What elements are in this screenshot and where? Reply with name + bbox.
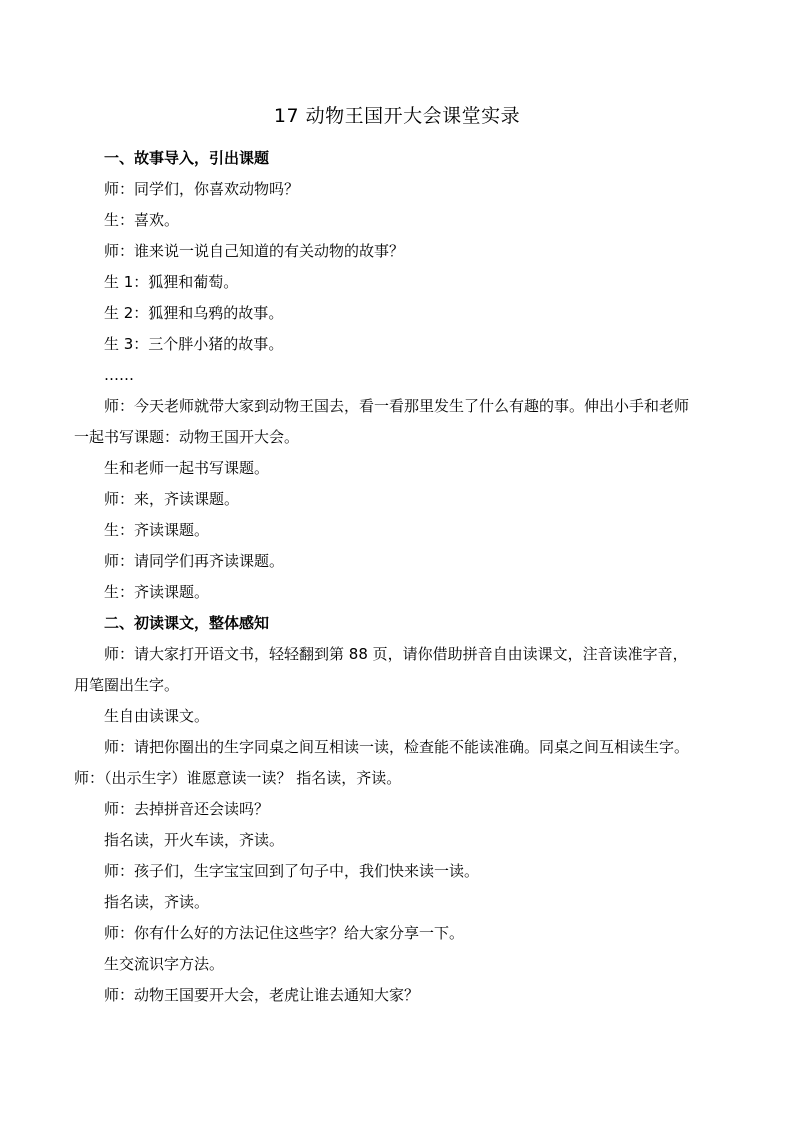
- paragraph: 师：今天老师就带大家到动物王国去，看一看那里发生了什么有趣的事。伸出小手和老师一起书写课题：动物王国开大会。: [74, 397, 690, 446]
- paragraph: 指名读，开火车读，齐读。: [104, 831, 285, 849]
- paragraph: 生交流识字方法。: [104, 955, 225, 973]
- paragraph: 生自由读课文。: [104, 707, 210, 725]
- section-heading: 一、故事导入，引出课题: [104, 149, 270, 167]
- section-heading: 二、初读课文，整体感知: [104, 614, 270, 632]
- paragraph: 生：齐读课题。: [104, 583, 210, 601]
- paragraph: 生：喜欢。: [104, 211, 180, 229]
- paragraph: 指名读，齐读。: [104, 893, 210, 911]
- paragraph: 师：来，齐读课题。: [104, 490, 240, 508]
- paragraph: 师：谁来说一说自己知道的有关动物的故事？: [104, 242, 405, 260]
- paragraph: 生 2：狐狸和乌鸦的故事。: [104, 304, 284, 322]
- paragraph: 师：你有什么好的方法记住这些字？给大家分享一下。: [104, 924, 465, 942]
- paragraph: 师：请同学们再齐读课题。: [104, 552, 285, 570]
- paragraph: 师：请大家打开语文书，轻轻翻到第 88 页，请你借助拼音自由读课文，注音读准字音，用笔圈出生字。: [74, 645, 688, 694]
- paragraph: 生和老师一起书写课题。: [104, 459, 270, 477]
- paragraph: 师：（出示生字）谁愿意读一读？ 指名读，齐读。: [74, 769, 402, 787]
- paragraph: 生 3：三个胖小猪的故事。: [104, 335, 284, 353]
- paragraph: 师：去掉拼音还会读吗？: [104, 800, 270, 818]
- ellipsis: ……: [104, 366, 134, 384]
- document-body: [74, 143, 724, 1011]
- paragraph: 生：齐读课题。: [104, 521, 210, 539]
- paragraph: 师：孩子们，生字宝宝回到了句子中，我们快来读一读。: [104, 862, 480, 880]
- document-title: 17 动物王国开大会课堂实录: [273, 105, 521, 127]
- paragraph: 师：动物王国要开大会，老虎让谁去通知大家？: [104, 986, 420, 1004]
- paragraph: 师：同学们，你喜欢动物吗？: [104, 180, 300, 198]
- paragraph: 师：请把你圈出的生字同桌之间互相读一读，检查能不能读准确。同桌之间互相读生字。: [104, 738, 690, 756]
- paragraph: 生 1：狐狸和葡萄。: [104, 273, 239, 291]
